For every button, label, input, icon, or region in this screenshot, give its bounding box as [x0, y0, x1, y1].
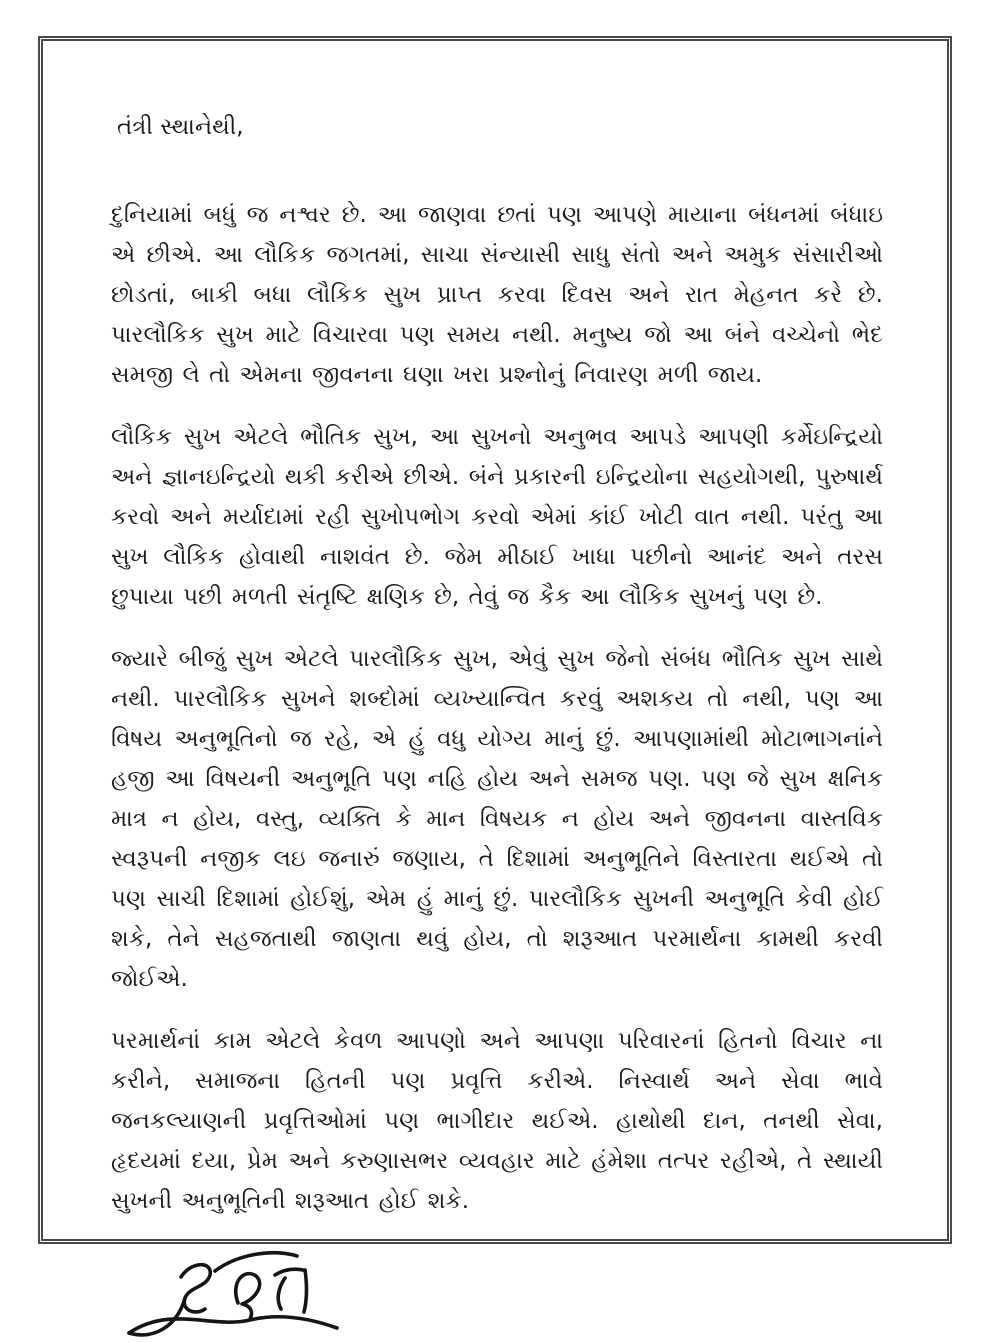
handwritten-signature — [117, 1243, 357, 1343]
page-border-frame — [38, 36, 952, 1244]
paragraph-4: પરમાર્થનાં કામ એટલે કેવળ આપણો અને આપણા પરિવારનાં હિતનો વિચાર ના કરીને, સમાજના હિતની પણ પ્રવૃત્તિ કરીએ. નિસ્વાર્થ અને સેવા ભાવે જનકલ્યાણની પ્રવૃત્તિઓમાં પણ ભાગીદાર થઈએ. હાથોથી દાન, તનથી સેવા, હૃદયમાં દયા, પ્રેમ અને કરુણાસભર વ્યવહાર માટે હંમેશા તત્પર રહીએ, તે સ્થાયી સુખની અનુભૂતિની શરૂઆત હોઈ શકે. — [111, 1028, 883, 1214]
letter-body — [111, 41, 883, 1343]
paragraph-2: લૌકિક સુખ એટલે ભૌતિક સુખ, આ સુખનો અનુભવ આપડે આપણી કર્મેઇન્દ્રિયો અને જ્ઞાનઇન્દ્રિયો થકી કરીએ છીએ. બંને પ્રકારની ઇન્દ્રિયોના સહયોગથી, પુરુષાર્થ કરવો અને મર્યાદામાં રહી સુખોપભોગ કરવો એમાં કાંઈ ખોટી વાત નથી. પરંતુ આ સુખ લૌકિક હોવાથી નાશવંત છે. જેમ મીઠાઈ ખાધા પછીનો આનંદ અને તરસ છુપાયા પછી મળતી સંતૃષ્ટિ ક્ષણિક છે, તેવું જ કૈક આ લૌકિક સુખનું પણ છે. — [111, 424, 883, 610]
paragraph-3: જ્યારે બીજું સુખ એટલે પારલૌકિક સુખ, એવું સુખ જેનો સંબંધ ભૌતિક સુખ સાથે નથી. પારલૌકિક સુખને શબ્દોમાં વ્યખ્યાન્વિત કરવું અશકય તો નથી, પણ આ વિષય અનુભૂતિનો જ રહે, એ હું વધુ યોગ્ય માનું છું. આપણામાંથી મોટાભાગનાંને હજી આ વિષયની અનુભૂતિ પણ નહિ હોય અને સમજ પણ. પણ જે સુખ ક્ષનિક માત્ર ન હોય, વસ્તુ, વ્યક્તિ કે માન વિષયક ન હોય અને જીવનના વાસ્તવિક સ્વરૂપની નજીક લઇ જનારું જણાય, તે દિશામાં અનુભૂતિને વિસ્તારતા થઈએ તો પણ સાચી દિશામાં હોઈશું, એમ હું માનું છું. પારલૌકિક સુખની અનુભૂતિ કેવી હોઈ શકે, તેને સહજતાથી જાણતા થવું હોય, તો શરૂઆત પરમાર્થના કામથી કરવી જોઈએ. — [111, 646, 883, 992]
letter-paragraphs — [111, 195, 883, 1221]
signature-ink-strokes — [117, 1243, 357, 1343]
salutation: તંત્રી સ્થાનેથી, — [117, 114, 244, 140]
paragraph-1: દુનિયામાં બધું જ નશ્વર છે. આ જાણવા છતાં પણ આપણે માયાના બંધનમાં બંધાઇ એ છીએ. આ લૌકિક જગતમાં, સાચા સંન્યાસી સાધુ સંતો અને અમુક સંસારીઓ છોડતાં, બાકી બધા લૌકિક સુખ પ્રાપ્ત કરવા દિવસ અને રાત મેહનત કરે છે. પારલૌકિક સુખ માટે વિચારવા પણ સમય નથી. મનુષ્ય જો આ બંને વચ્ચેનો ભેદ સમજી લે તો એમના જીવનના ઘણા ખરા પ્રશ્નોનું નિવારણ મળી જાય. — [111, 202, 883, 388]
